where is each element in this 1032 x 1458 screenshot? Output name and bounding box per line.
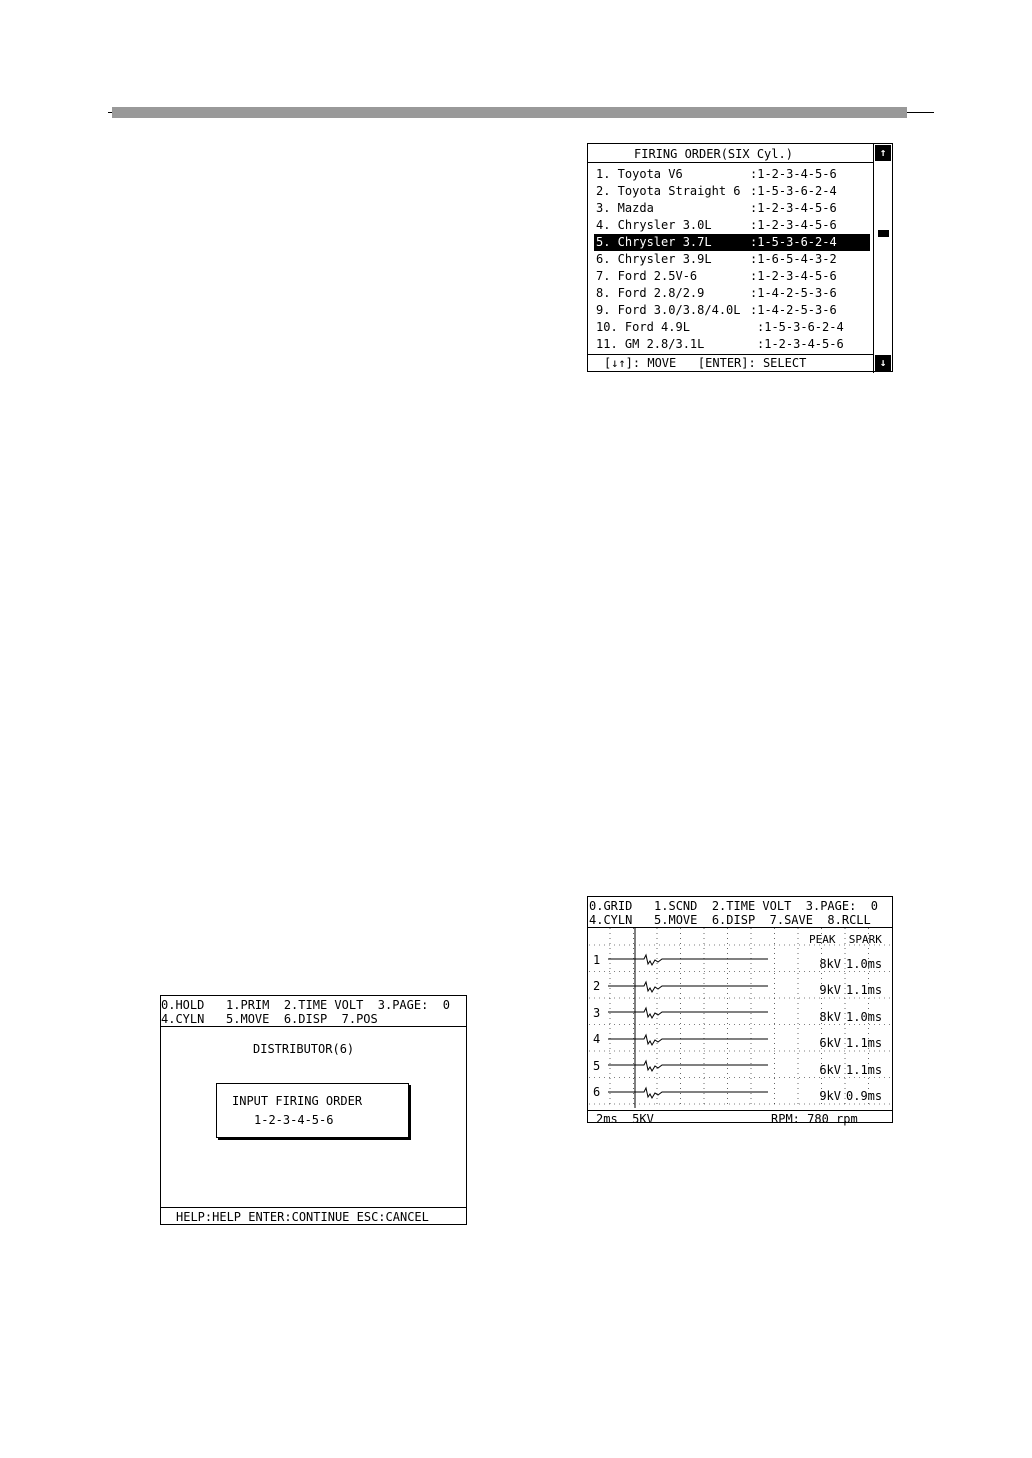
item-order: :1-4-2-5-3-6 (750, 286, 837, 300)
distributor-title: DISTRIBUTOR(6) (253, 1042, 355, 1056)
waveform-screen (587, 896, 893, 1126)
header-peak: PEAK (809, 933, 836, 946)
list-item[interactable] (594, 319, 870, 336)
spark-value: 0.9ms (846, 1089, 883, 1103)
item-order: :1-5-3-6-2-4 (750, 184, 837, 198)
scale-readout: 2ms 5KV (596, 1112, 654, 1126)
item-order: :1-2-3-4-5-6 (757, 337, 844, 351)
scrollbar-thumb[interactable] (878, 230, 889, 237)
spark-value: 1.1ms (846, 1063, 883, 1077)
item-name: 7. Ford 2.5V-6 (596, 269, 698, 283)
scrollbar-track (873, 144, 874, 373)
spark-value: 1.0ms (846, 1010, 883, 1024)
function-menu-row2[interactable]: 4.CYLN 5.MOVE 6.DISP 7.POS (161, 1012, 378, 1026)
item-name: 1. Toyota V6 (596, 167, 683, 181)
firing-order-footer: [↓↑]: MOVE [ENTER]: SELECT (604, 356, 807, 370)
peak-value: 8kV (819, 957, 841, 971)
firing-order-screen (587, 143, 893, 372)
function-menu-row2[interactable]: 4.CYLN 5.MOVE 6.DISP 7.SAVE 8.RCLL (589, 913, 871, 927)
item-order: :1-2-3-4-5-6 (750, 167, 837, 181)
cylinder-trace (608, 1061, 768, 1071)
item-order: :1-6-5-4-3-2 (750, 252, 837, 266)
distributor-footer: HELP:HELP ENTER:CONTINUE ESC:CANCEL (176, 1210, 429, 1224)
firing-order-list (594, 166, 870, 353)
item-order: :1-2-3-4-5-6 (750, 269, 837, 283)
list-item[interactable] (594, 302, 870, 319)
cylinder-trace (608, 1088, 768, 1098)
item-name: 4. Chrysler 3.0L (596, 218, 712, 232)
item-name: 3. Mazda (596, 201, 654, 215)
cylinder-label: 4 (593, 1032, 601, 1046)
rpm-readout: RPM: 780 rpm (771, 1112, 858, 1126)
scroll-down-icon[interactable]: ↓ (875, 355, 891, 371)
cylinder-trace (608, 1035, 768, 1045)
dialog-label: INPUT FIRING ORDER (232, 1094, 363, 1108)
cylinder-trace (608, 1008, 768, 1018)
column-headers (809, 934, 882, 945)
cylinder-label: 1 (593, 953, 601, 967)
cylinder-label: 6 (593, 1085, 601, 1099)
firing-order-title: FIRING ORDER(SIX Cyl.) (634, 147, 793, 161)
item-name: 11. GM 2.8/3.1L (596, 337, 705, 351)
header-spark: SPARK (848, 933, 882, 946)
item-order: :1-5-3-6-2-4 (750, 235, 837, 249)
distributor-screen (160, 995, 467, 1225)
divider (588, 162, 873, 163)
cylinder-label: 3 (593, 1006, 601, 1020)
item-name: 9. Ford 3.0/3.8/4.0L (596, 303, 741, 317)
firing-order-input-dialog[interactable] (216, 1083, 409, 1138)
item-name: 6. Chrysler 3.9L (596, 252, 712, 266)
peak-value: 9kV (819, 1089, 841, 1103)
spark-value: 1.1ms (846, 1036, 883, 1050)
cylinder-trace (608, 982, 768, 992)
list-item[interactable] (594, 217, 870, 234)
peak-value: 6kV (819, 1063, 841, 1077)
function-menu-row1[interactable]: 0.GRID 1.SCND 2.TIME VOLT 3.PAGE: 0 (589, 899, 878, 913)
list-item[interactable] (594, 251, 870, 268)
item-order: :1-4-2-5-3-6 (750, 303, 837, 317)
item-order: :1-2-3-4-5-6 (750, 218, 837, 232)
scroll-up-icon[interactable]: ↑ (875, 145, 891, 161)
item-name: 2. Toyota Straight 6 (596, 184, 741, 198)
list-item[interactable] (594, 285, 870, 302)
divider (161, 1207, 466, 1208)
peak-value: 9kV (819, 983, 841, 997)
list-item[interactable] (594, 200, 870, 217)
list-item[interactable] (594, 336, 870, 353)
spark-value: 1.1ms (846, 983, 883, 997)
divider (161, 1026, 466, 1027)
item-name: 10. Ford 4.9L (596, 320, 690, 334)
spark-value: 1.0ms (846, 957, 883, 971)
list-item[interactable] (594, 234, 870, 251)
item-order: :1-5-3-6-2-4 (757, 320, 844, 334)
cylinder-label: 5 (593, 1059, 601, 1073)
peak-value: 8kV (819, 1010, 841, 1024)
function-menu-row1[interactable]: 0.HOLD 1.PRIM 2.TIME VOLT 3.PAGE: 0 (161, 998, 450, 1012)
cylinder-trace (608, 955, 768, 965)
firing-order-input[interactable]: 1-2-3-4-5-6 (254, 1113, 334, 1127)
peak-value: 6kV (819, 1036, 841, 1050)
divider (588, 354, 873, 355)
list-item[interactable] (594, 166, 870, 183)
item-order: :1-2-3-4-5-6 (750, 201, 837, 215)
page-header-bar (112, 107, 907, 118)
cylinder-label: 2 (593, 979, 601, 993)
list-item[interactable] (594, 183, 870, 200)
item-name: 8. Ford 2.8/2.9 (596, 286, 705, 300)
item-name: 5. Chrysler 3.7L (596, 235, 712, 249)
divider (588, 1110, 892, 1111)
list-item[interactable] (594, 268, 870, 285)
